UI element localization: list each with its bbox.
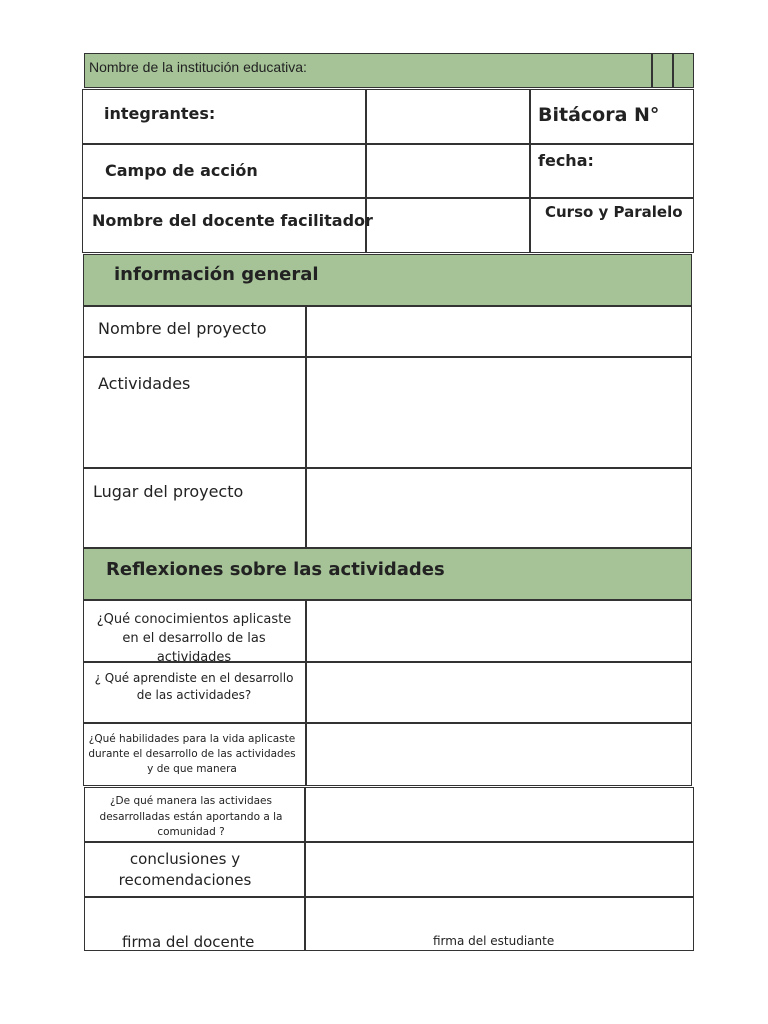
- header-divider-2: [672, 53, 674, 88]
- docente-label: Nombre del docente facilitador: [92, 211, 373, 230]
- lugar-field[interactable]: [307, 469, 691, 547]
- docente-field[interactable]: [367, 199, 528, 252]
- actividades-label: Actividades: [98, 374, 191, 393]
- reflexiones-title: Reflexiones sobre las actividades: [106, 559, 445, 580]
- firma-estudiante-field[interactable]: [306, 898, 693, 950]
- campo-field[interactable]: [367, 145, 528, 196]
- proyecto-field[interactable]: [307, 307, 691, 355]
- curso-label: Curso y Paralelo: [545, 203, 683, 221]
- answer-3-field[interactable]: [307, 724, 691, 785]
- proyecto-label: Nombre del proyecto: [98, 319, 267, 338]
- answer-2-field[interactable]: [307, 663, 691, 721]
- conclusiones-label: conclusiones y recomendaciones: [118, 850, 252, 889]
- firma-docente-label: firma del docente: [122, 933, 255, 951]
- question-1: ¿Qué conocimientos aplicaste en el desarrollo de las actividades: [96, 612, 292, 665]
- question-3: ¿Qué habilidades para la vida aplicaste durante el desarrollo de las actividades y de que manera: [88, 733, 296, 775]
- institution-label: Nombre de la institución educativa:: [89, 59, 307, 75]
- campo-label: Campo de acción: [105, 161, 258, 180]
- general-title: información general: [114, 264, 319, 285]
- question-2: ¿ Qué aprendiste en el desarrollo de las actividades?: [94, 671, 294, 702]
- lugar-label: Lugar del proyecto: [93, 482, 244, 501]
- integrantes-label: integrantes:: [104, 104, 216, 123]
- info-col-line-2: [529, 89, 531, 253]
- header-divider-1: [651, 53, 653, 88]
- question-4: ¿De qué manera las actividaes desarrolladas están aportando a la comunidad ?: [99, 795, 283, 838]
- actividades-field[interactable]: [307, 358, 691, 466]
- firma-docente-field[interactable]: [85, 898, 303, 950]
- firma-estudiante-label: firma del estudiante: [433, 934, 555, 948]
- conclusiones-field[interactable]: [306, 843, 693, 895]
- bitacora-label: Bitácora N°: [538, 104, 660, 126]
- answer-4-field[interactable]: [306, 788, 693, 840]
- answer-1-field[interactable]: [307, 601, 691, 660]
- integrantes-field[interactable]: [367, 90, 528, 142]
- fecha-label: fecha:: [538, 151, 594, 170]
